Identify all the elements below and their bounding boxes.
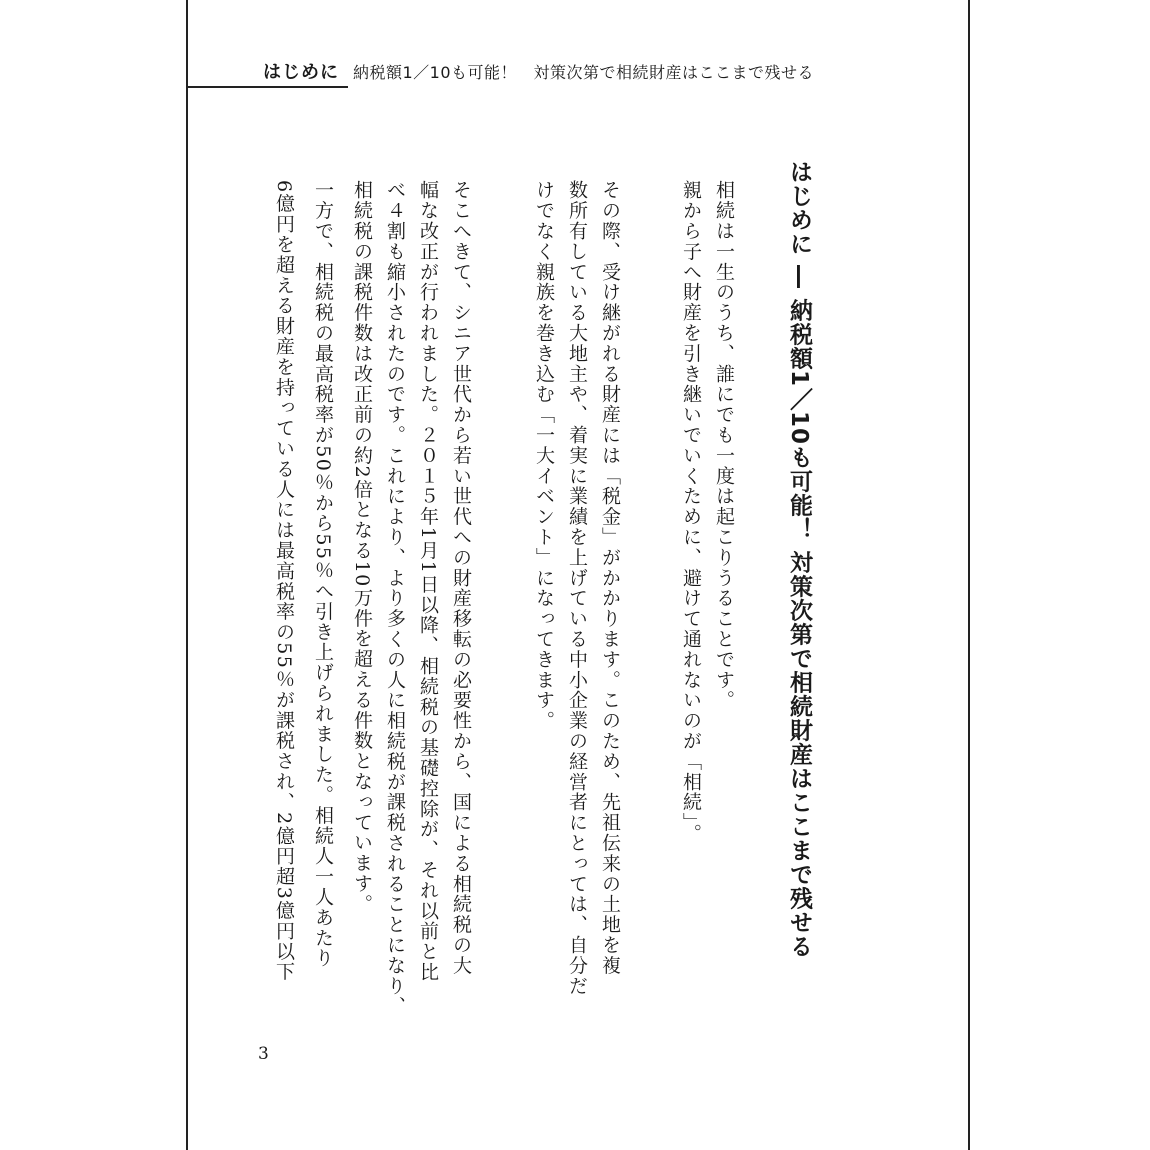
book-page — [186, 0, 970, 1150]
body-line: 数所有している大地主や、着実に業績を上げている中小企業の経営者にとっては、自分だ — [566, 180, 588, 996]
chapter-heading: はじめに ― 納税額1／10も可能！ 対策次第で相続財産はここまで残せる — [786, 160, 812, 959]
running-head-title: 納税額1／10も可能！ 対策次第で相続財産はここまで残せる — [353, 62, 815, 82]
body-line: 幅な改正が行われました。２０１５年1月1日以降、相続税の基礎控除が、それ以前と比 — [417, 180, 439, 983]
running-head — [263, 56, 814, 86]
body-line: 相続は一生のうち、誰にでも一度は起こりうることです。 — [713, 180, 735, 711]
body-line: べ４割も縮小されたのです。これにより、より多くの人に相続税が課税されることになり、 — [384, 180, 406, 1017]
page-number: 3 — [258, 1044, 269, 1064]
body-line: けでなく親族を巻き込む「一大イベント」になってきます。 — [533, 180, 555, 731]
body-line: その際、受け継がれる財産には「税金」がかかります。このため、先祖伝来の土地を複 — [599, 180, 621, 976]
body-line: そこへきて、シニア世代から若い世代への財産移転の必要性から、国による相続税の大 — [450, 180, 472, 976]
body-line: 6億円を超える財産を持っている人には最高税率の55％が課税され、2億円超3億円以下 — [273, 180, 295, 982]
running-head-chapter: はじめに — [263, 62, 339, 83]
body-line: 一方で、相続税の最高税率が50％から55％へ引き上げられました。相続人一人あたり — [312, 180, 334, 969]
header-rule — [188, 86, 348, 88]
body-line: 相続税の課税件数は改正前の約2倍となる10万件を超える件数となっています。 — [351, 180, 373, 915]
body-line: 親から子へ財産を引き継いでいくために、避けて通れないのが「相続」。 — [680, 180, 702, 844]
